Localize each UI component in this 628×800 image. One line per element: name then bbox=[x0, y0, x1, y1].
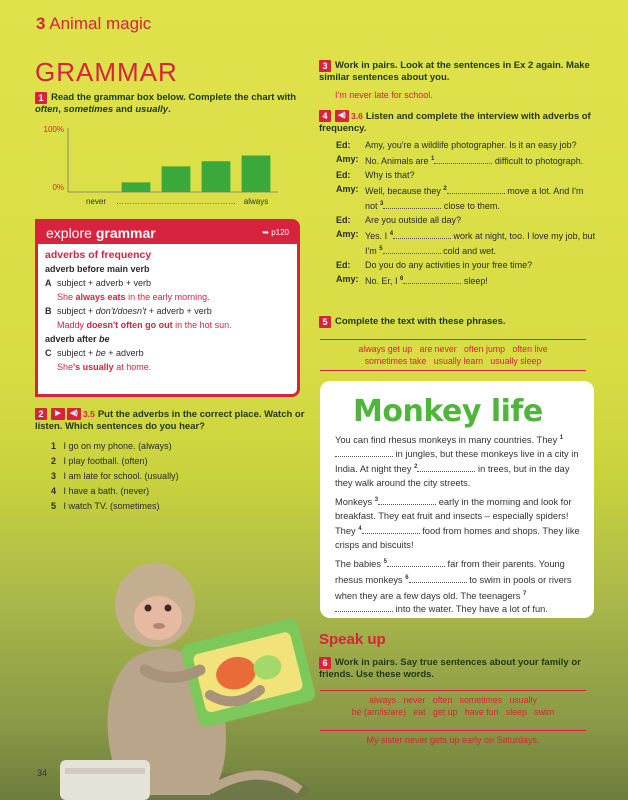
story-paragraph bbox=[335, 556, 580, 616]
item-number: 1 bbox=[51, 441, 57, 451]
line-text: Do you do any activities in your free time? bbox=[365, 260, 533, 270]
grammar-box-title-bold: grammar bbox=[95, 225, 156, 241]
answer-blank[interactable] bbox=[447, 185, 505, 194]
speaker: Amy: bbox=[336, 274, 359, 284]
answer-blank[interactable] bbox=[393, 230, 451, 239]
chart-y-top-label: 100% bbox=[43, 125, 64, 134]
line-text: No. Er, I bbox=[365, 276, 401, 286]
exercise-2 bbox=[35, 408, 310, 514]
gap-number: 2 bbox=[443, 186, 447, 192]
gap-number: 2 bbox=[414, 464, 418, 471]
dialog-line bbox=[336, 228, 596, 258]
chart-category-label: always bbox=[243, 197, 269, 206]
speaker: Amy: bbox=[336, 184, 359, 194]
list-item bbox=[51, 499, 310, 514]
story-text: The babies bbox=[335, 559, 384, 570]
chart-category-label: …………… bbox=[116, 197, 156, 206]
exercise-4 bbox=[319, 110, 604, 135]
answer-blank[interactable] bbox=[387, 558, 445, 567]
exercise-number: 4 bbox=[319, 110, 331, 122]
speaker: Amy: bbox=[336, 229, 359, 239]
list-item bbox=[51, 454, 310, 469]
gap-number: 5 bbox=[379, 246, 383, 252]
gap-number: 7 bbox=[522, 590, 527, 597]
story-text: early in the morning and look for breakfast. They eat fruit and insects – especially spiders! They bbox=[335, 497, 572, 537]
story-text: You can find rhesus monkeys in many countries. They bbox=[335, 435, 560, 446]
list-item bbox=[51, 469, 310, 484]
item-text: I have a bath. (never) bbox=[63, 486, 150, 496]
answer-blank[interactable] bbox=[434, 155, 492, 164]
example-a bbox=[45, 290, 290, 304]
chart-bar bbox=[242, 156, 271, 192]
sentence-list bbox=[35, 439, 310, 514]
story-text: into the water. They have a lot of fun. bbox=[393, 604, 548, 615]
answer-blank[interactable] bbox=[409, 574, 467, 583]
example-sentence: My sister never gets up early on Saturdays. bbox=[320, 730, 586, 745]
chart-category-label: …………… bbox=[156, 197, 196, 206]
answer-blank[interactable] bbox=[378, 496, 436, 505]
chart-y-bottom-label: 0% bbox=[52, 183, 64, 192]
example-sentence: I'm never late for school. bbox=[335, 90, 433, 100]
story-paragraph bbox=[335, 494, 580, 552]
page-reference-label: p120 bbox=[271, 228, 289, 237]
gap-number: 5 bbox=[383, 559, 387, 566]
exercise-instruction: Complete the text with these phrases. bbox=[335, 316, 506, 327]
line-text: Yes. I bbox=[365, 231, 390, 241]
rule-group-label bbox=[45, 332, 290, 346]
story-text: in trees, but in the day they walk around the city streets. bbox=[335, 464, 570, 488]
story-text: in jungles, but these monkeys live in a city in India. At night they bbox=[335, 448, 579, 475]
story-title: Monkey life bbox=[353, 394, 543, 429]
keyword-usually: usually bbox=[135, 104, 169, 115]
separator: , bbox=[58, 104, 64, 115]
line-text: difficult to photograph. bbox=[492, 156, 584, 166]
example-text: She bbox=[57, 292, 76, 302]
answer-blank[interactable] bbox=[403, 275, 461, 284]
example-text: at home. bbox=[113, 362, 152, 372]
story-text: far from their parents. Young rhesus monkeys bbox=[335, 559, 565, 586]
answer-blank[interactable] bbox=[362, 525, 420, 534]
speak-up-heading: Speak up bbox=[319, 631, 386, 648]
gap-number: 6 bbox=[400, 276, 404, 282]
rule-group-label: adverb before main verb bbox=[45, 264, 150, 274]
example-highlight: 's usually bbox=[73, 362, 114, 372]
rule-c bbox=[45, 346, 290, 360]
separator: . bbox=[168, 104, 171, 115]
item-number: 4 bbox=[51, 486, 57, 496]
track-number: 3.6 bbox=[351, 111, 363, 121]
grammar-box-header bbox=[38, 222, 297, 244]
answer-blank[interactable] bbox=[335, 603, 393, 612]
chapter-name: Animal magic bbox=[49, 14, 152, 33]
video-icon[interactable]: ▶ bbox=[51, 408, 65, 420]
speaker: Amy: bbox=[336, 154, 359, 164]
line-text: move a lot. And I'm not bbox=[365, 186, 584, 211]
line-text: close to them. bbox=[441, 201, 500, 211]
exercise-number: 5 bbox=[319, 316, 331, 328]
exercise-instruction: Work in pairs. Look at the sentences in Ex 2 again. Make similar sentences about you. bbox=[319, 60, 590, 83]
rule-letter: B bbox=[45, 306, 52, 316]
exercise-5 bbox=[319, 316, 604, 328]
dialog-line bbox=[336, 183, 596, 213]
chart-category-label: …………… bbox=[196, 197, 236, 206]
exercise-instruction: Listen and complete the interview with adverbs of frequency. bbox=[319, 111, 591, 134]
section-heading: GRAMMAR bbox=[35, 57, 178, 87]
line-text: No. Animals are bbox=[365, 156, 432, 166]
dialog-line bbox=[336, 153, 596, 168]
rule-group-text: adverb after bbox=[45, 334, 100, 344]
audio-icon[interactable]: ◀) bbox=[67, 408, 81, 420]
chart-category-label: never bbox=[85, 197, 107, 206]
rule-letter: C bbox=[45, 348, 52, 358]
item-number: 2 bbox=[51, 456, 57, 466]
chart-bar bbox=[122, 182, 151, 192]
exercise-1 bbox=[35, 92, 305, 116]
word-line: be (am/is/are) eat get up have fun sleep swim bbox=[351, 707, 555, 717]
rule-italic: be bbox=[95, 348, 106, 358]
rule-b bbox=[45, 304, 290, 318]
rule-a bbox=[45, 276, 290, 290]
story-paragraph bbox=[335, 432, 580, 490]
example-text: in the hot sun. bbox=[172, 320, 232, 330]
answer-blank[interactable] bbox=[383, 200, 441, 209]
story-text: to swim in pools or rivers when they are a few days old. The teenagers bbox=[335, 575, 572, 601]
page-reference[interactable]: ➥ p120 bbox=[262, 228, 289, 237]
answer-blank[interactable] bbox=[383, 245, 441, 254]
rule-italic: don't/doesn't bbox=[95, 306, 147, 316]
line-text: work at night, too. I love my job, but I'm bbox=[365, 231, 596, 256]
example-text: in the early morning. bbox=[125, 292, 210, 302]
exercise-3 bbox=[319, 60, 604, 84]
page-number: 34 bbox=[37, 768, 48, 778]
item-text: I am late for school. (usually) bbox=[63, 471, 179, 481]
interview-dialog bbox=[336, 139, 596, 289]
story-text: Monkeys bbox=[335, 497, 375, 508]
example-highlight: always eats bbox=[75, 292, 126, 302]
chart-bar bbox=[202, 161, 231, 192]
phrase-line: sometimes take usually learn usually sleep bbox=[364, 356, 542, 366]
exercise-number: 1 bbox=[35, 92, 47, 104]
rule-group-italic: be bbox=[99, 334, 110, 344]
list-item bbox=[51, 484, 310, 499]
speaker: Ed: bbox=[336, 170, 351, 180]
line-text: cold and wet. bbox=[440, 246, 497, 256]
frequency-chart bbox=[28, 120, 288, 212]
rule-text: subject + bbox=[57, 348, 96, 358]
keyword-often: often bbox=[35, 104, 59, 115]
separator: and bbox=[113, 104, 136, 115]
word-line: always never often sometimes usually bbox=[369, 695, 537, 705]
dialog-line bbox=[336, 273, 596, 288]
exercise-instruction: Work in pairs. Say true sentences about your family or friends. Use these words. bbox=[319, 657, 581, 680]
monkey-photo bbox=[60, 520, 320, 800]
audio-icon[interactable]: ◀) bbox=[335, 110, 349, 122]
line-text: Amy, you're a wildlife photographer. Is it an easy job? bbox=[365, 140, 577, 150]
word-bank bbox=[320, 690, 586, 721]
example-b bbox=[45, 318, 290, 332]
gap-number: 3 bbox=[374, 497, 379, 504]
item-text: I play football. (often) bbox=[63, 456, 148, 466]
track-number: 3.5 bbox=[83, 409, 95, 419]
item-number: 3 bbox=[51, 471, 57, 481]
gap-number: 4 bbox=[358, 526, 362, 533]
answer-blank[interactable] bbox=[417, 463, 475, 472]
exercise-number: 2 bbox=[35, 408, 47, 420]
grammar-box-title: explore bbox=[46, 225, 96, 241]
rule-text: subject + bbox=[57, 306, 96, 316]
chapter-title bbox=[36, 14, 151, 34]
dialog-line bbox=[336, 214, 596, 227]
speaker: Ed: bbox=[336, 260, 351, 270]
example-highlight: doesn't often go out bbox=[86, 320, 173, 330]
exercise-6 bbox=[319, 657, 589, 681]
gap-number: 1 bbox=[431, 156, 435, 162]
example-text: She bbox=[57, 362, 74, 372]
exercise-number: 3 bbox=[319, 60, 331, 72]
phrase-bank bbox=[320, 339, 586, 371]
story-text: food from homes and shops. They like crisps and biscuits! bbox=[335, 526, 580, 550]
chapter-number: 3 bbox=[36, 14, 46, 33]
gap-number: 4 bbox=[389, 231, 394, 237]
exercise-number: 6 bbox=[319, 657, 331, 669]
example-c bbox=[45, 360, 290, 374]
speaker: Ed: bbox=[336, 215, 351, 225]
phrase-line: always get up are never often jump often live bbox=[358, 344, 548, 354]
dialog-line bbox=[336, 139, 596, 152]
item-number: 5 bbox=[51, 501, 57, 511]
gap-number: 6 bbox=[405, 574, 409, 581]
line-text: sleep! bbox=[461, 276, 488, 286]
dialog-line bbox=[336, 259, 596, 272]
rule-text: + adverb bbox=[105, 348, 144, 358]
dialog-line bbox=[336, 169, 596, 182]
speaker: Ed: bbox=[336, 140, 351, 150]
line-text: Why is that? bbox=[365, 170, 415, 180]
line-text: Are you outside all day? bbox=[365, 215, 462, 225]
answer-blank[interactable] bbox=[335, 448, 393, 457]
exercise-instruction: Read the grammar box below. Complete the chart with bbox=[51, 92, 297, 103]
grammar-subheading: adverbs of frequency bbox=[45, 249, 152, 261]
rule-text: + adverb + verb bbox=[146, 306, 212, 316]
grammar-box bbox=[35, 219, 300, 397]
gap-number: 1 bbox=[559, 435, 564, 441]
keyword-sometimes: sometimes bbox=[63, 104, 114, 115]
item-text: I watch TV. (sometimes) bbox=[63, 501, 160, 511]
chart-bar bbox=[162, 166, 191, 192]
reading-text-panel bbox=[320, 381, 594, 618]
rule-letter: A bbox=[45, 278, 52, 288]
list-item bbox=[51, 439, 310, 454]
line-text: Well, because they bbox=[365, 186, 444, 196]
exercise-instruction: Put the adverbs in the correct place. Watch or listen. Which sentences do you hear? bbox=[35, 409, 305, 432]
gap-number: 3 bbox=[380, 201, 384, 207]
item-text: I go on my phone. (always) bbox=[63, 441, 172, 451]
example-text: Maddy bbox=[57, 320, 87, 330]
rule-text: subject + adverb + verb bbox=[57, 278, 152, 288]
